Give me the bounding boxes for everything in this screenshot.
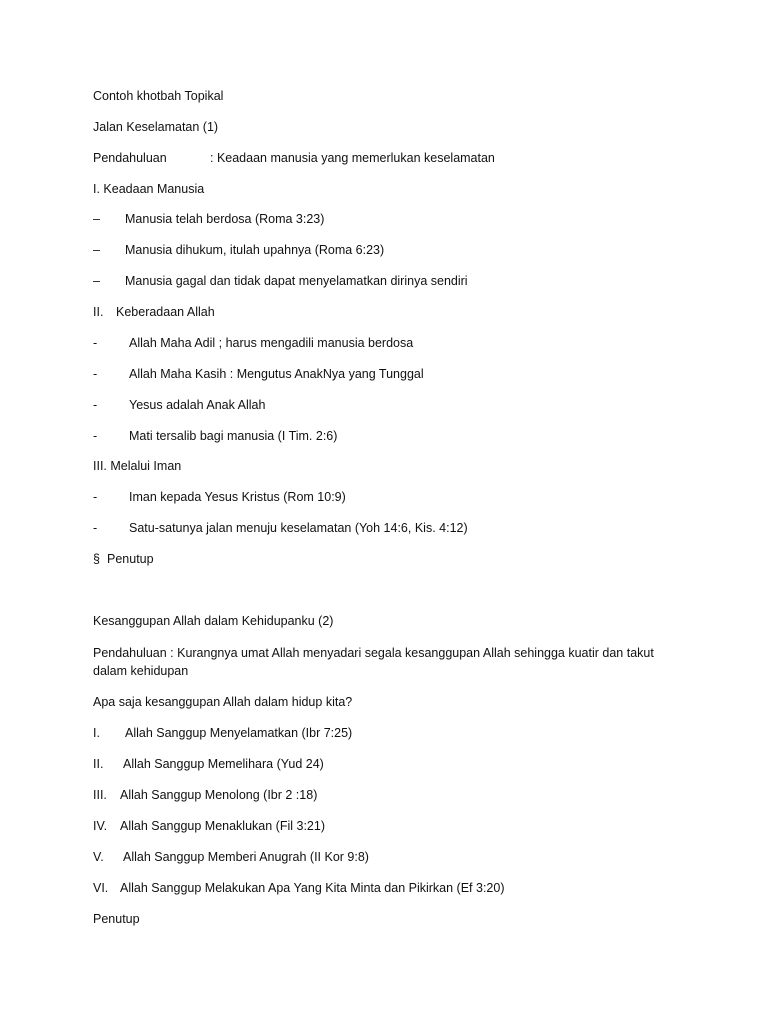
point-text: Allah Sanggup Melakukan Apa Yang Kita Minta dan Pikirkan (Ef 3:20) bbox=[120, 881, 505, 895]
list-item-text: Iman kepada Yesus Kristus (Rom 10:9) bbox=[129, 490, 346, 504]
list-item-text: Mati tersalib bagi manusia (I Tim. 2:6) bbox=[129, 429, 338, 443]
list-marker: - bbox=[93, 490, 98, 504]
point-text: Allah Sanggup Menolong (Ibr 2 :18) bbox=[120, 788, 318, 802]
list-item-text: Manusia telah berdosa (Roma 3:23) bbox=[125, 212, 325, 226]
list-marker: - bbox=[93, 367, 98, 381]
list-item-text: Manusia dihukum, itulah upahnya (Roma 6:23) bbox=[125, 243, 385, 257]
closing-text: Penutup bbox=[107, 552, 154, 566]
list-item bbox=[93, 211, 324, 227]
document-title: Contoh khotbah Topikal bbox=[93, 89, 224, 103]
point-text: Allah Sanggup Memberi Anugrah (II Kor 9:8) bbox=[123, 850, 369, 864]
list-item bbox=[93, 335, 413, 351]
sermon1-intro bbox=[93, 150, 495, 166]
list-item bbox=[93, 397, 265, 413]
list-marker: – bbox=[93, 274, 100, 288]
point-text: Allah Sanggup Menaklukan (Fil 3:21) bbox=[120, 819, 325, 833]
sermon1-closing bbox=[93, 551, 154, 567]
list-marker: - bbox=[93, 398, 98, 412]
sermon1-intro-text: : Keadaan manusia yang memerlukan keselamatan bbox=[210, 151, 495, 165]
list-marker: - bbox=[93, 429, 98, 443]
list-item bbox=[93, 756, 324, 772]
point-text: Allah Sanggup Memelihara (Yud 24) bbox=[123, 757, 324, 771]
sermon1-section2-heading bbox=[93, 304, 215, 320]
list-item bbox=[93, 849, 369, 865]
list-item bbox=[93, 725, 352, 741]
list-item bbox=[93, 880, 505, 896]
list-item bbox=[93, 489, 346, 505]
list-item bbox=[93, 818, 325, 834]
point-number: VI. bbox=[93, 881, 109, 895]
list-marker: - bbox=[93, 521, 98, 535]
point-number: IV. bbox=[93, 819, 108, 833]
list-item-text: Allah Maha Kasih : Mengutus AnakNya yang Tunggal bbox=[129, 367, 424, 381]
list-marker: – bbox=[93, 212, 100, 226]
list-marker: – bbox=[93, 243, 100, 257]
list-marker: - bbox=[93, 336, 98, 350]
list-item-text: Allah Maha Adil ; harus mengadili manusia berdosa bbox=[129, 336, 414, 350]
sermon2-title: Kesanggupan Allah dalam Kehidupanku (2) bbox=[93, 614, 334, 628]
list-item bbox=[93, 428, 337, 444]
point-text: Allah Sanggup Menyelamatkan (Ibr 7:25) bbox=[125, 726, 353, 740]
list-item bbox=[93, 366, 424, 382]
point-number: II. bbox=[93, 757, 104, 771]
point-number: I. bbox=[93, 726, 100, 740]
sermon2-closing: Penutup bbox=[93, 912, 140, 926]
section-number: II. bbox=[93, 305, 104, 319]
sermon2-intro: Pendahuluan : Kurangnya umat Allah menyadari segala kesanggupan Allah sehingga kuatir dan takut dalam kehidupan bbox=[93, 646, 654, 678]
sermon2-question: Apa saja kesanggupan Allah dalam hidup kita? bbox=[93, 695, 353, 709]
list-item bbox=[93, 520, 468, 536]
section-title: Keberadaan Allah bbox=[116, 305, 215, 319]
list-item bbox=[93, 787, 317, 803]
sermon1-intro-label: Pendahuluan bbox=[93, 151, 167, 165]
point-number: III. bbox=[93, 788, 107, 802]
sermon1-section3-heading: III. Melalui Iman bbox=[93, 459, 182, 473]
list-item bbox=[93, 242, 384, 258]
sermon1-section1-heading: I. Keadaan Manusia bbox=[93, 182, 205, 196]
list-item-text: Satu-satunya jalan menuju keselamatan (Yoh 14:6, Kis. 4:12) bbox=[129, 521, 468, 535]
sermon1-title: Jalan Keselamatan (1) bbox=[93, 120, 219, 134]
list-item-text: Yesus adalah Anak Allah bbox=[129, 398, 266, 412]
list-item bbox=[93, 273, 468, 289]
section-sign: § bbox=[93, 552, 100, 566]
list-item-text: Manusia gagal dan tidak dapat menyelamatkan dirinya sendiri bbox=[125, 274, 468, 288]
point-number: V. bbox=[93, 850, 104, 864]
